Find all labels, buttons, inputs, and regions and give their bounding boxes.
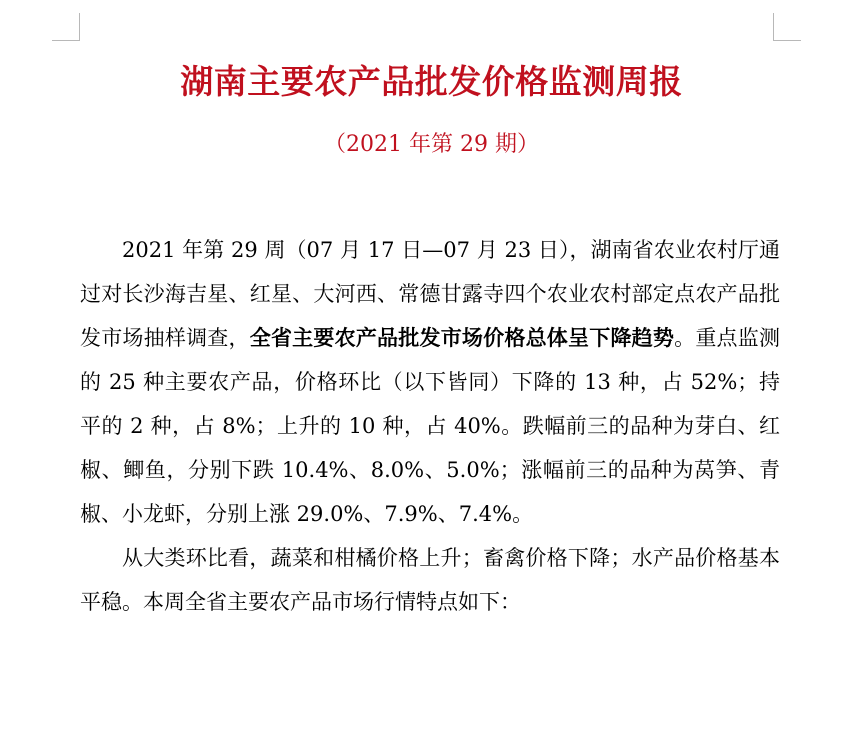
report-body: [80, 228, 780, 624]
summary-paragraph: [80, 228, 780, 536]
summary-details-text: 。重点监测的 25 种主要农产品，价格环比（以下皆同）下降的 13 种，占 52%；持平的 2 种，占 8%；上升的 10 种，占 40%。跌幅前三的品种为芽白、红椒、鲫鱼，分别下跌 10.4%、8.0%、5.0%；涨幅前三的品种为莴笋、青椒、小龙虾，分别上涨 29.0%、7.9%、7.4%。: [80, 326, 780, 526]
summary-key-finding: 全省主要农产品批发市场价格总体呈下降趋势: [249, 325, 675, 350]
page-corner-mark-top-right: [773, 13, 801, 41]
report-issue-number: （2021 年第 29 期）: [324, 132, 539, 157]
page-corner-mark-top-left: [52, 13, 80, 41]
category-overview-paragraph: 从大类环比看，蔬菜和柑橘价格上升；畜禽价格下降；水产品价格基本平稳。本周全省主要农产品市场行情特点如下：: [80, 546, 780, 614]
report-title: 湖南主要农产品批发价格监测周报: [180, 62, 683, 101]
summary-intro-text: 2021 年第 29 周（07 月 17 日—07 月 23 日），湖南省农业农村厅通过对长沙海吉星、红星、大河西、常德甘露寺四个农业农村部定点农产品批发市场抽样调查，: [80, 238, 780, 350]
